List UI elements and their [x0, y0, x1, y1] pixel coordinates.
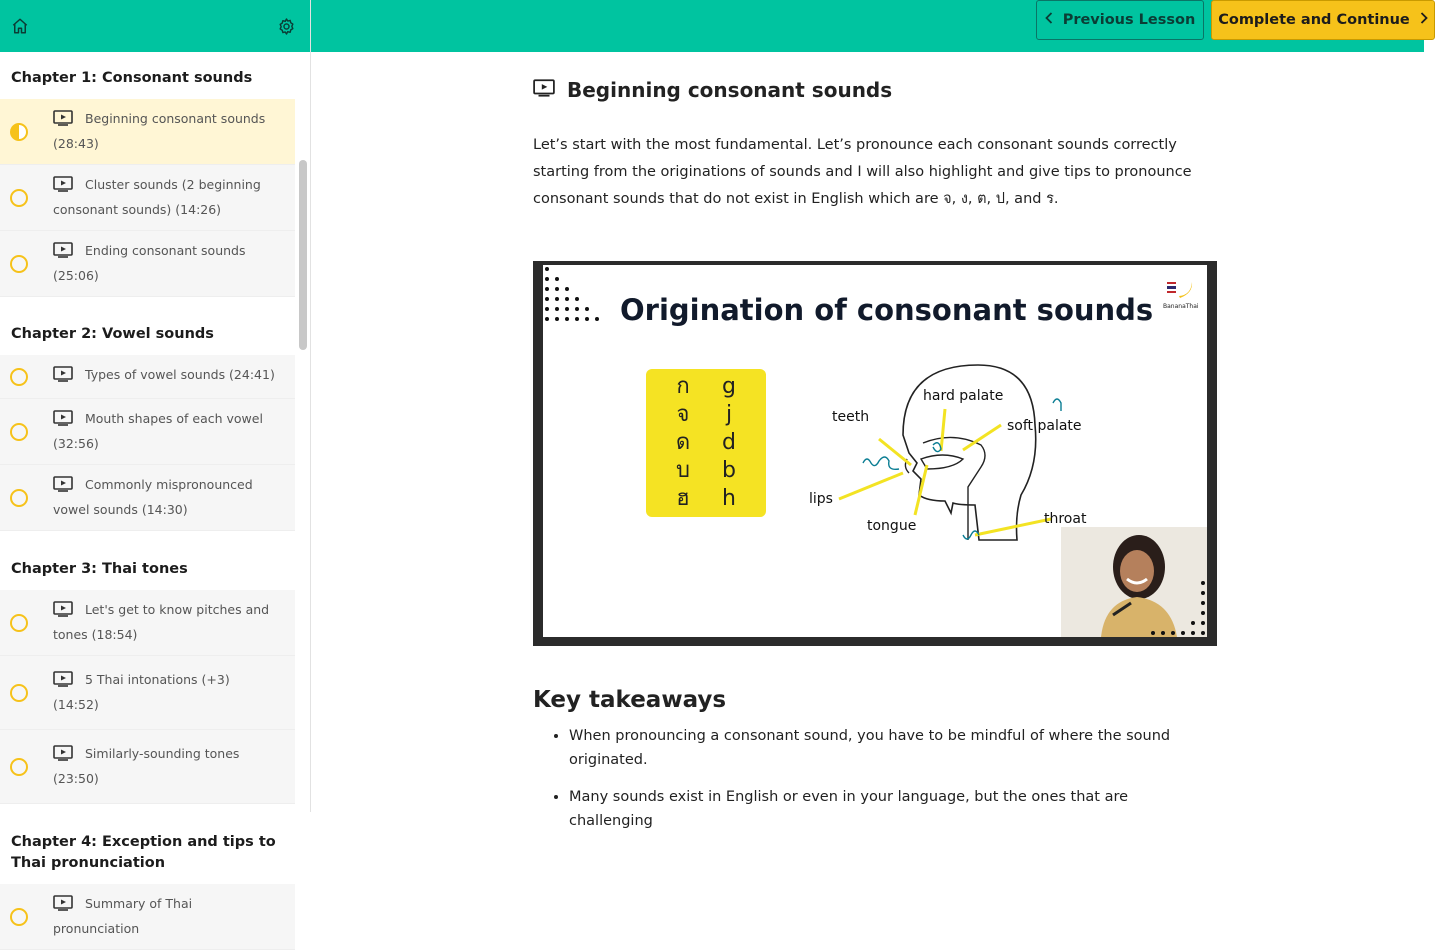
chapter-list [0, 52, 295, 950]
sidebar-scrollbar[interactable] [299, 160, 307, 350]
lesson-label: Commonly mispronounced vowel sounds (14:30) [53, 477, 253, 517]
lesson-intro: Let’s start with the most fundamental. Let’s pronounce each consonant sounds correctly starting from the originations of sounds and I will also highlight and give tips to pronounce consonant sounds that do not exist in English which are จ, ง, ต, ป, and ร. [533, 137, 1192, 207]
lesson-label: Cluster sounds (2 beginning consonant sounds) (14:26) [53, 177, 261, 217]
video-icon [53, 410, 73, 433]
tongue-label: tongue [867, 518, 917, 534]
course-sidebar [0, 0, 311, 936]
lesson-label: Ending consonant sounds (25:06) [53, 243, 246, 283]
video-icon [533, 79, 555, 101]
lesson-title: Beginning consonant sounds [567, 78, 893, 102]
not-started-status-icon [10, 758, 28, 776]
key-takeaways-heading: Key takeaways [533, 687, 727, 713]
video-icon [53, 476, 73, 499]
latin-letter: b [722, 458, 736, 483]
lesson-label: Summary of Thai pronunciation [53, 896, 193, 936]
decorative-dots [543, 265, 613, 327]
complete-and-continue-label: Complete and Continue [1218, 12, 1410, 28]
lesson-content [533, 52, 1223, 829]
list-item: • When pronouncing a consonant sound, you have to be mindful of where the sound originated. [569, 724, 1193, 772]
lesson-item-pitches-and-tones[interactable] [0, 590, 295, 656]
lesson-label: Types of vowel sounds (24:41) [85, 367, 275, 382]
previous-lesson-button[interactable] [1036, 0, 1204, 40]
key-takeaways-list [533, 724, 1193, 846]
lesson-item-cluster-sounds[interactable] [0, 165, 295, 231]
complete-and-continue-button[interactable] [1211, 0, 1435, 40]
decorative-dots [1147, 577, 1207, 637]
not-started-status-icon [10, 908, 28, 926]
video-icon [53, 895, 73, 918]
not-started-status-icon [10, 489, 28, 507]
not-started-status-icon [10, 614, 28, 632]
throat-label: throat [1044, 511, 1087, 527]
soft-palate-label: soft palate [1007, 418, 1082, 434]
lesson-header [533, 78, 1223, 102]
chapter-title: Chapter 2: Vowel sounds [0, 297, 295, 355]
slide-title: Origination of consonant sounds [620, 293, 1154, 327]
lesson-item-mispronounced-vowels[interactable] [0, 465, 295, 531]
thai-letter: ก [676, 374, 690, 399]
lesson-item-summary[interactable] [0, 884, 295, 950]
banana-icon [1165, 279, 1195, 299]
latin-letter: j [725, 402, 733, 427]
home-icon[interactable] [10, 16, 30, 36]
not-started-status-icon [10, 255, 28, 273]
sidebar-header [0, 0, 310, 52]
video-icon [53, 110, 73, 133]
teeth-label: teeth [832, 409, 870, 425]
lesson-label: Similarly-sounding tones (23:50) [53, 746, 240, 786]
video-slide [543, 265, 1207, 637]
hard-palate-label: hard palate [923, 388, 1004, 404]
video-icon [53, 176, 73, 199]
lesson-label: Beginning consonant sounds (28:43) [53, 111, 266, 151]
video-icon [53, 745, 73, 768]
chevron-left-icon [1045, 12, 1053, 28]
banana-logo [1163, 279, 1197, 310]
lips-label: lips [809, 491, 833, 507]
latin-letter: g [722, 374, 736, 399]
thai-letter: ฮ [676, 486, 690, 511]
lesson-item-mouth-shapes[interactable] [0, 399, 295, 465]
lesson-item-ending-consonant[interactable] [0, 231, 295, 297]
chevron-right-icon [1420, 12, 1428, 28]
video-icon [53, 671, 73, 694]
previous-lesson-label: Previous Lesson [1062, 12, 1196, 28]
lesson-topbar [311, 0, 1424, 52]
logo-text: BananaThai [1163, 303, 1199, 310]
not-started-status-icon [10, 684, 28, 702]
not-started-status-icon [10, 368, 28, 386]
lesson-item-thai-intonations[interactable] [0, 656, 295, 730]
not-started-status-icon [10, 423, 28, 441]
lesson-item-types-of-vowel[interactable] [0, 355, 295, 399]
video-icon [53, 366, 73, 389]
video-icon [53, 242, 73, 265]
video-icon [53, 601, 73, 624]
chapter-title: Chapter 3: Thai tones [0, 531, 295, 590]
lesson-item-similar-tones[interactable] [0, 730, 295, 804]
latin-letter: h [722, 486, 736, 511]
chapter-title: Chapter 1: Consonant sounds [0, 52, 295, 99]
not-started-status-icon [10, 189, 28, 207]
list-item: • Many sounds exist in English or even in your language, but the ones that are challenging [569, 785, 1193, 833]
thai-letter: บ [676, 458, 690, 483]
lesson-label: 5 Thai intonations (+3) (14:52) [53, 672, 230, 712]
thai-letter: ด [675, 430, 691, 455]
lesson-label: Let's get to know pitches and tones (18:54) [53, 602, 270, 642]
in-progress-status-icon [10, 123, 28, 141]
chapter-title: Chapter 4: Exception and tips to Thai pronunciation [0, 804, 295, 884]
lesson-label: Mouth shapes of each vowel (32:56) [53, 411, 263, 451]
thai-letter: จ [676, 402, 690, 427]
consonant-letter-card [646, 369, 766, 517]
lesson-item-beginning-consonant[interactable] [0, 99, 295, 165]
gear-icon[interactable] [276, 16, 296, 36]
mouth-anatomy-diagram [803, 355, 1093, 565]
latin-letter: d [722, 430, 736, 455]
video-player[interactable] [533, 261, 1217, 646]
